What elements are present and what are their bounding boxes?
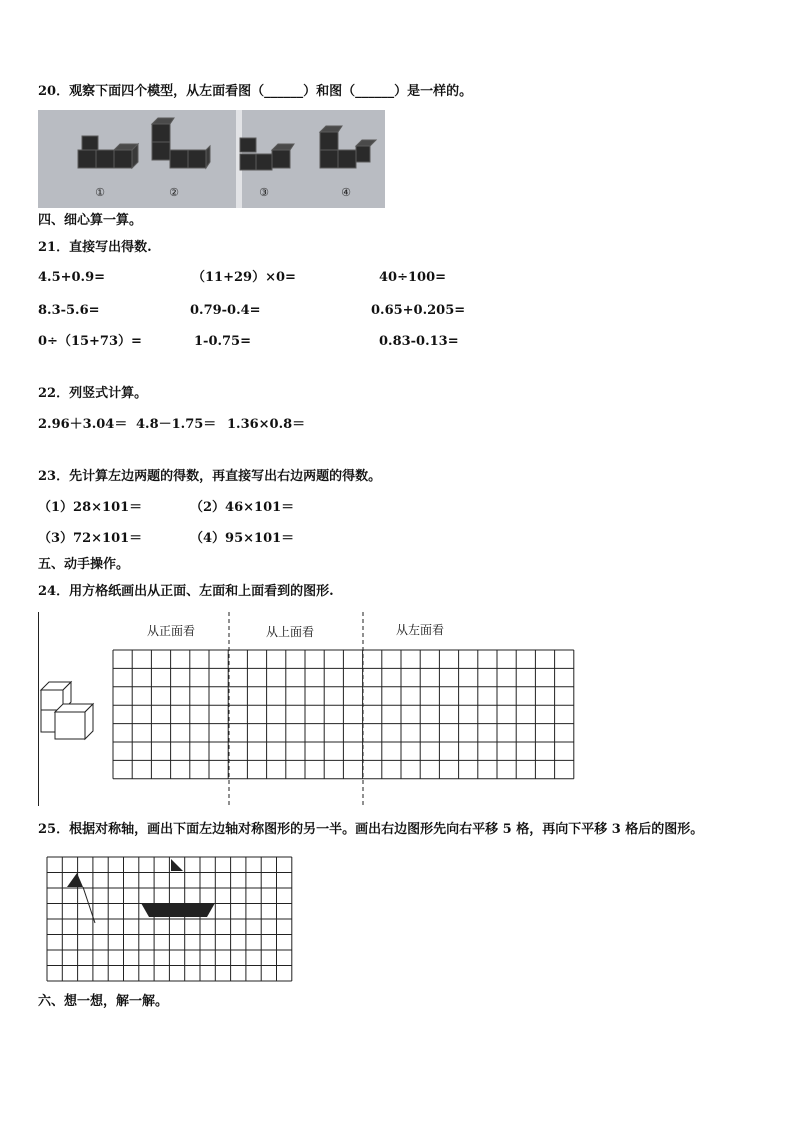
q24-header-front: 从正面看 xyxy=(147,624,196,638)
q23-item: （3）72×101＝ xyxy=(38,531,143,546)
section-6-heading: 六、想一想，解一解。 xyxy=(38,994,169,1009)
q21-expr: 8.3-5.6= xyxy=(38,303,100,318)
model-2-label: ② xyxy=(169,186,179,199)
q22-item: 4.8－1.75＝ xyxy=(136,417,217,432)
q20-text: 20．观察下面四个模型，从左面看图（______）和图（______）是一样的。 xyxy=(38,84,473,99)
q21-title: 21．直接写出得数. xyxy=(38,240,152,255)
q21-expr: 0.79-0.4= xyxy=(190,303,261,318)
trapezoid-shape xyxy=(141,903,215,917)
cube-stack-drawing xyxy=(41,682,93,739)
section-5-heading: 五、动手操作。 xyxy=(38,557,130,572)
q24-figure xyxy=(38,612,578,808)
q23-item: （2）46×101＝ xyxy=(190,500,295,515)
q21-expr: 1-0.75= xyxy=(194,334,251,349)
q24-title: 24．用方格纸画出从正面、左面和上面看到的图形. xyxy=(38,584,334,599)
q21-expr: 40÷100= xyxy=(379,270,447,285)
q23-item: （1）28×101＝ xyxy=(38,500,143,515)
q21-expr: 0.65+0.205= xyxy=(371,303,466,318)
q21-expr: 0.83-0.13= xyxy=(379,334,459,349)
q25-figure xyxy=(45,855,295,985)
q23-title: 23．先计算左边两题的得数，再直接写出右边两题的得数。 xyxy=(38,469,382,484)
q20-model-photo xyxy=(38,110,385,208)
model-1-label: ① xyxy=(95,186,105,199)
model-3-label: ③ xyxy=(259,186,269,199)
q21-expr: 0÷（15+73）= xyxy=(38,334,142,349)
q25-grid-paper xyxy=(47,857,292,981)
q21-expr: （11+29）×0= xyxy=(192,270,296,285)
q21-expr: 4.5+0.9= xyxy=(38,270,106,285)
q23-item: （4）95×101＝ xyxy=(190,531,295,546)
section-4-heading: 四、细心算一算。 xyxy=(38,213,143,228)
q24-grid-paper xyxy=(113,650,574,779)
q25-title: 25．根据对称轴，画出下面左边轴对称图形的另一半。画出右边图形先向右平移 5 格，再向下平移 3 格后的图形。 xyxy=(38,822,704,837)
half-symmetric-shape xyxy=(67,873,83,887)
q22-item: 1.36×0.8＝ xyxy=(227,417,306,432)
q22-title: 22．列竖式计算。 xyxy=(38,386,148,401)
model-4-label: ④ xyxy=(341,186,351,199)
small-triangle xyxy=(171,859,183,871)
q24-header-left: 从左面看 xyxy=(396,623,445,637)
q24-header-top: 从上面看 xyxy=(266,625,315,639)
q22-item: 2.96＋3.04＝ xyxy=(38,417,128,432)
